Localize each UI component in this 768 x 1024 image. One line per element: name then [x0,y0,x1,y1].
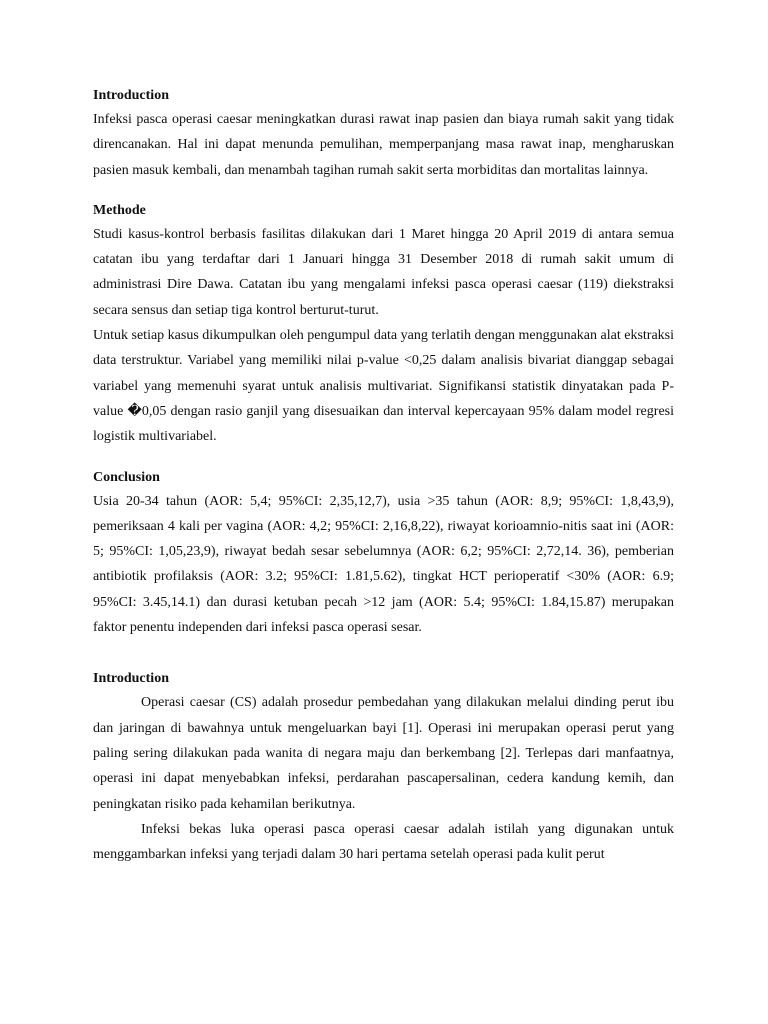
abstract-introduction-heading: Introduction [93,88,169,103]
abstract-introduction-text: Infeksi pasca operasi caesar meningkatkan durasi rawat inap pasien dan biaya rumah sakit yang tidak direncanakan. Hal ini dapat menunda pemulihan, memperpanjang masa rawat inap, mengharuskan pasien masuk kembali, dan menambah tagihan rumah sakit serta morbiditas dan mortalitas lainnya. [93,112,674,178]
body-paragraph-2: Infeksi bekas luka operasi pasca operasi caesar adalah istilah yang digunakan untuk menggambarkan infeksi yang terjadi dalam 30 hari pertama setelah operasi pada kulit perut [93,821,674,863]
spacer [93,183,674,200]
abstract-methode-paragraph-2: Untuk setiap kasus dikumpulkan oleh pengumpul data yang terlatih dengan menggunakan alat ekstraksi data terstruktur. Variabel yang memiliki nilai p-value <0,25 dalam analisis bivariat dianggap sebagai variabel yang memenuhi syarat untuk analisis multivariat. Signifikansi statistik dinyatakan pada P-value �0,05 dengan rasio ganjil yang disesuaikan dan interval kepercayaan 95% dalam model regresi logistik multivariabel. [93,328,674,445]
spacer [93,450,674,467]
abstract-methode-heading: Methode [93,202,146,218]
body-introduction-heading: Introduction [93,671,169,687]
spacer [93,640,674,668]
abstract-conclusion-heading: Conclusion [93,469,160,485]
body-paragraph-1: Operasi caesar (CS) adalah prosedur pembedahan yang dilakukan melalui dinding perut ibu dan jaringan di bawahnya untuk mengeluarkan bayi [1]. Operasi ini merupakan operasi perut yang paling sering dilakukan pada wanita di negara maju dan berkembang [2]. Terlepas dari manfaatnya, operasi ini dapat menyebabkan infeksi, perdarahan pascapersalinan, cedera kandung kemih, dan peningkatan risiko pada kehamilan berikutnya. [93,695,674,812]
abstract-methode-paragraph-1: Studi kasus-kontrol berbasis fasilitas dilakukan dari 1 Maret hingga 20 April 2019 di antara semua catatan ibu yang terdaftar dari 1 Januari hingga 31 Desember 2018 di rumah sakit umum di administrasi Dire Dawa. Catatan ibu yang mengalami infeksi pasca operasi caesar (119) diekstraksi secara sensus dan setiap tiga kontrol berturut-turut. [93,226,674,318]
document-page [93,85,674,867]
abstract-conclusion-text: Usia 20-34 tahun (AOR: 5,4; 95%CI: 2,35,12,7), usia >35 tahun (AOR: 8,9; 95%CI: 1,8,43,9), pemeriksaan 4 kali per vagina (AOR: 4,2; 95%CI: 2,16,8,22), riwayat korioamnio-nitis saat ini (AOR: 5; 95%CI: 1,05,23,9), riwayat bedah sesar sebelumnya (AOR: 6,2; 95%CI: 2,72,14. 36), pemberian antibiotik profilaksis (AOR: 3.2; 95%CI: 1.81,5.62), tingkat HCT perioperatif <30% (AOR: 6.9; 95%CI: 3.45,14.1) dan durasi ketuban pecah >12 jam (AOR: 5.4; 95%CI: 1.84,15.87) merupakan faktor penentu independen dari infeksi pasca operasi sesar. [93,493,674,636]
